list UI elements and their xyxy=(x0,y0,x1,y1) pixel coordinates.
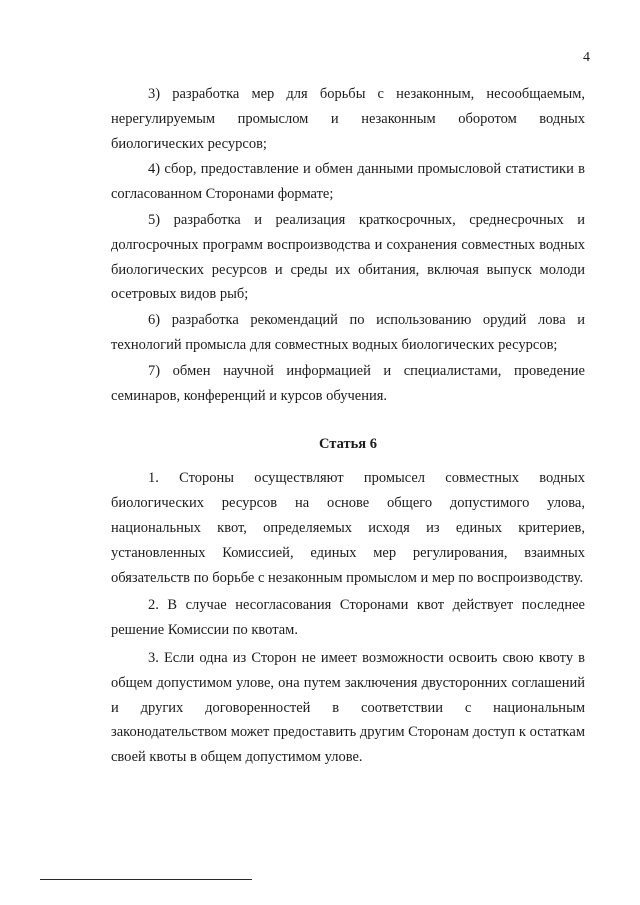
list-item: 5) разработка и реализация краткосрочных, среднесрочных и долгосрочных программ воспроизводства и сохранения совместных водных биологических ресурсов и среды их обитания, включая выпуск молоди осетровых видов рыб; xyxy=(111,211,585,303)
article-paragraph: 3. Если одна из Сторон не имеет возможности освоить свою квоту в общем допустимом улове, она путем заключения двусторонних соглашений и других договоренностей в соответствии с национальным законодательством может предоставить другим Сторонам доступ к остаткам своей квоты в общем допустимом улове. xyxy=(111,649,585,766)
list-item: 6) разработка рекомендаций по использованию орудий лова и технологий промысла для совместных водных биологических ресурсов; xyxy=(111,312,585,353)
document-body xyxy=(111,82,585,773)
measures-list xyxy=(111,82,585,408)
article-paragraph: 1. Стороны осуществляют промысел совместных водных биологических ресурсов на основе общего допустимого улова, национальных квот, определяемых исходя из единых критериев, установленных Комиссией, единых мер регулирования, взаимных обязательств по борьбе с незаконным промыслом и мер по воспроизводству. xyxy=(111,470,585,586)
list-item: 4) сбор, предоставление и обмен данными промысловой статистики в согласованном Сторонами формате; xyxy=(111,161,585,203)
article-heading: Статья 6 xyxy=(319,436,377,453)
list-item: 3) разработка мер для борьбы с незаконным, несообщаемым, нерегулируемым промыслом и незаконным оборотом водных биологических ресурсов; xyxy=(111,86,585,152)
article-paragraph: 2. В случае несогласования Сторонами квот действует последнее решение Комиссии по квотам. xyxy=(111,597,585,639)
page-number: 4 xyxy=(583,50,590,65)
footnote-divider xyxy=(40,879,252,880)
list-item: 7) обмен научной информацией и специалистами, проведение семинаров, конференций и курсов обучения. xyxy=(111,362,585,404)
article-body xyxy=(111,466,585,770)
